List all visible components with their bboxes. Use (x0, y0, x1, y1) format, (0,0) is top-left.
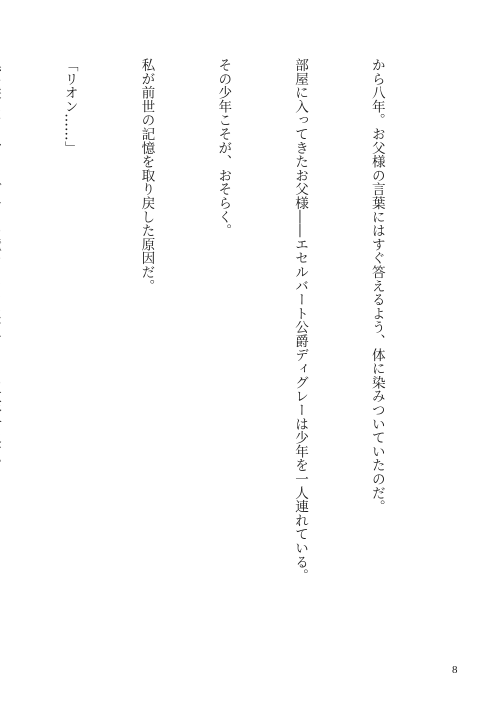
text-line: 部屋に入ってきたお父様――エセルバート公爵ディグレーは少年を一人連れている。 (292, 58, 309, 583)
text-line: 私が前世の記憶を取り戻した原因だ。 (138, 58, 155, 293)
body-text (0, 58, 440, 618)
page-number: 8 (452, 664, 458, 676)
text-line: その少年こそが、おそらく。 (215, 58, 232, 238)
text-line (0, 58, 5, 618)
text-line: 「リオン……」 (61, 58, 78, 155)
text-line: から八年。お父様の言葉にはすぐ答えるよう、体に染みついていたのだ。 (368, 58, 385, 514)
